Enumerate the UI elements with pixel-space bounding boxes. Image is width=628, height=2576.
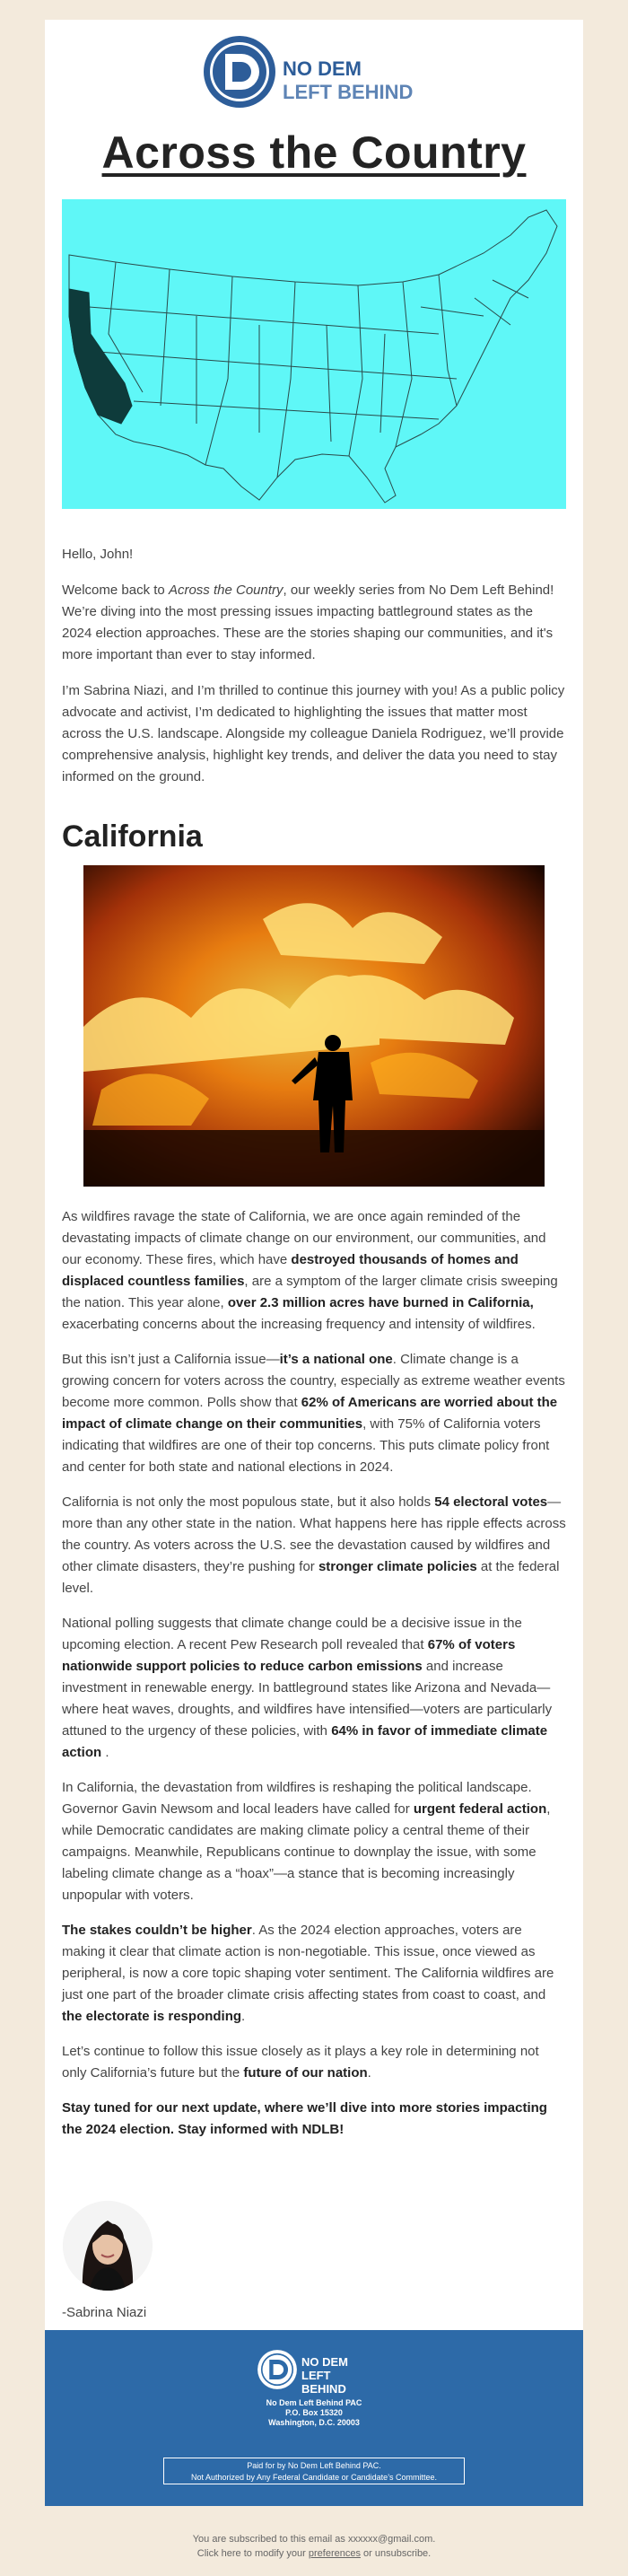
paid-line-1: Paid for by No Dem Left Behind PAC. [247,2461,381,2470]
intro-section [62,544,566,802]
intro-paragraph-1: Welcome back to Across the Country, our weekly series from No Dem Left Behind! We’re diving into the most pressing issues impacting battleground states as the 2024 election approaches. These are the stories shaping our communities, and it's more important than ever to stay informed. [62,583,554,662]
body-paragraph-2: But this isn’t just a California issue—it’s a national one. Climate change is a growing concern for voters across the country, especially as extreme weather events become more common. Polls show that 62% of Americans are worried about the impact of climate change on their communities, with 75% of California voters indicating that wildfires are one of their top concerns. This puts climate policy front and center for both state and national elections in 2024. [62,1352,565,1475]
footer-org-name: No Dem Left Behind PAC [266,2398,362,2407]
wildfire-image [83,865,545,1187]
header-logo[interactable] [202,29,435,118]
body-paragraph-1: As wildfires ravage the state of California, we are once again reminded of the devastating impacts of climate change on our environment, our communities, and our economy. These fires, which have destroyed thousands of homes and displaced countless families, are a symptom of the larger climate crisis sweeping the nation. This year alone, over 2.3 million acres have burned in California, exacerbating concerns about the increasing frequency and intensity of wildfires. [62,1209,558,1332]
logo-line-2: LEFT BEHIND [283,81,414,103]
closing-callout: Stay tuned for our next update, where we’ll dive into more stories impacting the 2024 election. Stay informed with NDLB! [62,2100,547,2137]
paid-for-disclaimer [163,2458,465,2484]
body-paragraph-3: California is not only the most populous state, but it also holds 54 electoral votes—more than any other state in the nation. What happens here has ripple effects across the country. As voters across the U.S. see the devastation caused by wildfires and other climate disasters, they’re pushing for stronger climate policies at the federal level. [62,1494,566,1596]
body-paragraph-4: National polling suggests that climate change could be a decisive issue in the upcoming election. A recent Pew Research poll revealed that 67% of voters nationwide support policies to reduce carbon emissions and increase investment in renewable energy. In battleground states like Arizona and Nevada—where heat waves, droughts, and wildfires have intensified—voters are particularly attuned to the urgency of these policies, with 64% in favor of immediate climate action . [62,1616,553,1760]
page-title: Across the Country [101,127,527,178]
us-map-image [62,199,566,509]
subscription-line-1: You are subscribed to this email as xxxxxx@gmail.com. [192,2534,436,2545]
signature: -Sabrina Niazi [62,2305,147,2320]
body-paragraph-7: Let’s continue to follow this issue closely as it plays a key role in determining not only California’s future but the future of our nation. [62,2044,539,2081]
body-paragraph-6: The stakes couldn’t be higher. As the 2024 election approaches, voters are making it clear that climate action is non-negotiable. This issue, once viewed as peripheral, is now a core topic shaping voter sentiment. The California wildfires are just one part of the broader climate crisis affecting states from coast to coast, and the electorate is responding. [62,1923,554,2024]
footer-wordmark [301,2355,371,2396]
logo-wordmark [283,57,413,104]
footer-address [45,2398,583,2428]
footer-logo-line-2: LEFT BEHIND [301,2369,346,2396]
footer-logo[interactable] [257,2346,371,2396]
us-map-icon [62,199,566,509]
greeting: Hello, John! [62,547,134,562]
intro-paragraph-2: I’m Sabrina Niazi, and I’m thrilled to continue this journey with you! As a public policy advocate and activist, I’m dedicated to highlighting the issues that matter most across the U.S. landscape. Alongside my colleague Daniela Rodriguez, we’ll provide comprehensive analysis, highlight key trends, and deliver the data you need to stay informed on the ground. [62,683,565,784]
ndlb-logo-icon [257,2349,298,2390]
footer-city: Washington, D.C. 20003 [268,2418,360,2427]
wildfire-photo-icon [83,865,545,1187]
subscription-notice [0,2532,628,2561]
paid-line-2: Not Authorized by Any Federal Candidate or Candidate’s Committee. [191,2473,437,2482]
subscription-line-2: Click here to modify your preferences or unsubscribe. [196,2548,432,2559]
footer [45,2330,583,2506]
logo-line-1: NO DEM [283,57,362,80]
body-paragraph-5: In California, the devastation from wildfires is reshaping the political landscape. Governor Gavin Newsom and local leaders have called for urgent federal action, while Democratic candidates are making climate policy a central theme of their campaigns. Meanwhile, Republicans continue to downplay the issue, with some labeling climate change as a “hoax”—a stance that is becoming increasingly unpopular with voters. [62,1780,551,1903]
preferences-link[interactable]: preferences [308,2548,361,2559]
article-body [62,1206,566,2154]
footer-po-box: P.O. Box 15320 [285,2408,343,2417]
author-photo-icon [63,2201,153,2291]
ndlb-logo-icon [202,34,277,110]
footer-logo-line-1: NO DEM [301,2355,348,2369]
author-avatar [63,2201,153,2291]
section-heading: California [62,819,203,854]
email-card [45,20,583,2506]
